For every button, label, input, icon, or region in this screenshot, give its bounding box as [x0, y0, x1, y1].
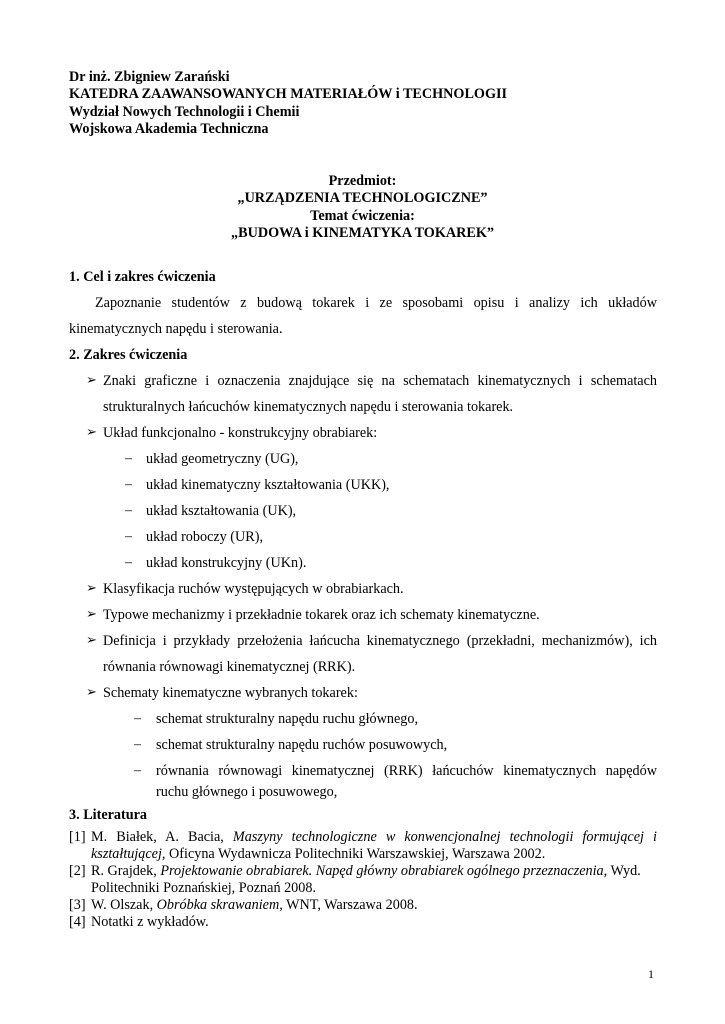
dash-bullet-icon: – [125, 503, 132, 518]
bullet-5-line-2: równania równowagi kinematycznej (RRK). [103, 659, 356, 675]
subject-label: Przedmiot: [328, 173, 397, 189]
reference-item [69, 914, 657, 931]
subject-block [0, 173, 725, 242]
dash-bullet-icon: – [134, 737, 141, 752]
bullet-5-line-1: Definicja i przykłady przełożenia łańcucha kinematycznego (przekładni, mechanizmów), ich [103, 633, 657, 649]
subject-name: „URZĄDZENIA TECHNOLOGICZNE” [237, 190, 488, 207]
bullet-2-subitem: układ roboczy (UR), [146, 529, 264, 545]
arrow-bullet-icon: ➢ [86, 580, 97, 595]
reference-item [69, 897, 657, 914]
bullet-2-subitem: układ geometryczny (UG), [146, 451, 299, 467]
topic-name: „BUDOWA i KINEMATYKA TOKAREK” [231, 224, 494, 241]
bullet-6-subitem-line-2: ruchu głównego i posuwowego, [156, 784, 338, 800]
bullet-4: Typowe mechanizmy i przekładnie tokarek oraz ich schematy kinematyczne. [103, 607, 540, 623]
faculty-name: Wydział Nowych Technologii i Chemii [69, 103, 300, 120]
page-number: 1 [648, 967, 654, 981]
dash-bullet-icon: – [125, 529, 132, 544]
arrow-bullet-icon: ➢ [86, 684, 97, 699]
author-name: Dr inż. Zbigniew Zarański [69, 69, 230, 85]
reference-authors: Notatki z wykładów. [91, 914, 209, 930]
arrow-bullet-icon: ➢ [86, 424, 97, 439]
dash-bullet-icon: – [125, 451, 132, 466]
bullet-6-subitem: schemat strukturalny napędu ruchów posuwowych, [156, 737, 448, 753]
bullet-2-subitem: układ konstrukcyjny (UKn). [146, 555, 307, 571]
reference-authors: M. Białek, A. Bacia, [91, 829, 233, 845]
reference-number: [2] [69, 863, 86, 879]
reference-item [69, 863, 657, 897]
university-name: Wojskowa Akademia Techniczna [69, 120, 269, 137]
arrow-bullet-icon: ➢ [86, 372, 97, 387]
department-name: KATEDRA ZAAWANSOWANYCH MATERIAŁÓW i TECHNOLOGII [69, 86, 508, 103]
reference-item [69, 829, 657, 863]
section-2-heading: 2. Zakres ćwiczenia [69, 347, 188, 363]
reference-publisher: WNT, Warszawa 2008. [282, 897, 418, 913]
bullet-6: Schematy kinematyczne wybranych tokarek: [103, 685, 358, 701]
bullet-6-subitem-line-1: równania równowagi kinematycznej (RRK) łańcuchów kinematycznych napędów [156, 763, 657, 779]
bullet-1-line-2: strukturalnych łańcuchów kinematycznych napędu i sterowania tokarek. [103, 399, 514, 415]
reference-authors: W. Olszak, [91, 897, 157, 913]
topic-label: Temat ćwiczenia: [310, 207, 415, 224]
reference-title: Obróbka skrawaniem, [156, 897, 283, 913]
dash-bullet-icon: – [125, 555, 132, 570]
reference-number: [1] [69, 829, 86, 845]
bullet-1-line-1: Znaki graficzne i oznaczenia znajdujące się na schematach kinematycznych i schematach [103, 373, 657, 389]
arrow-bullet-icon: ➢ [86, 632, 97, 647]
bullet-2: Układ funkcjonalno - konstrukcyjny obrabiarek: [103, 425, 378, 441]
section-1-heading: 1. Cel i zakres ćwiczenia [69, 269, 216, 285]
document-header [69, 69, 507, 138]
reference-title: Maszyny technologiczne w konwencjonalnej technologii formującej i kształtującej, [91, 829, 657, 862]
dash-bullet-icon: – [125, 477, 132, 492]
bullet-6-subitem: schemat strukturalny napędu ruchu głównego, [156, 711, 419, 727]
reference-publisher: Oficyna Wydawnicza Politechniki Warszawskiej, Warszawa 2002. [165, 846, 546, 862]
bullet-3: Klasyfikacja ruchów występujących w obrabiarkach. [103, 581, 404, 597]
reference-authors: R. Grajdek, [91, 863, 161, 879]
reference-title: Projektowanie obrabiarek. Napęd główny obrabiarek ogólnego przeznaczenia, [160, 863, 608, 879]
dash-bullet-icon: – [134, 711, 141, 726]
section-3-heading: 3. Literatura [69, 807, 148, 823]
reference-number: [3] [69, 897, 86, 913]
section-1-paragraph-line-1: Zapoznanie studentów z budową tokarek i ze sposobami opisu i analizy ich układów [95, 295, 657, 311]
arrow-bullet-icon: ➢ [86, 606, 97, 621]
bullet-2-subitem: układ kształtowania (UK), [146, 503, 297, 519]
section-1-paragraph-line-2: kinematycznych napędu i sterowania. [69, 321, 283, 337]
bullet-2-subitem: układ kinematyczny kształtowania (UKK), [146, 477, 390, 493]
dash-bullet-icon: – [134, 763, 141, 778]
reference-publisher: Wyd. Politechniki Poznańskiej, Poznań 2008. [91, 863, 641, 896]
reference-number: [4] [69, 914, 86, 930]
